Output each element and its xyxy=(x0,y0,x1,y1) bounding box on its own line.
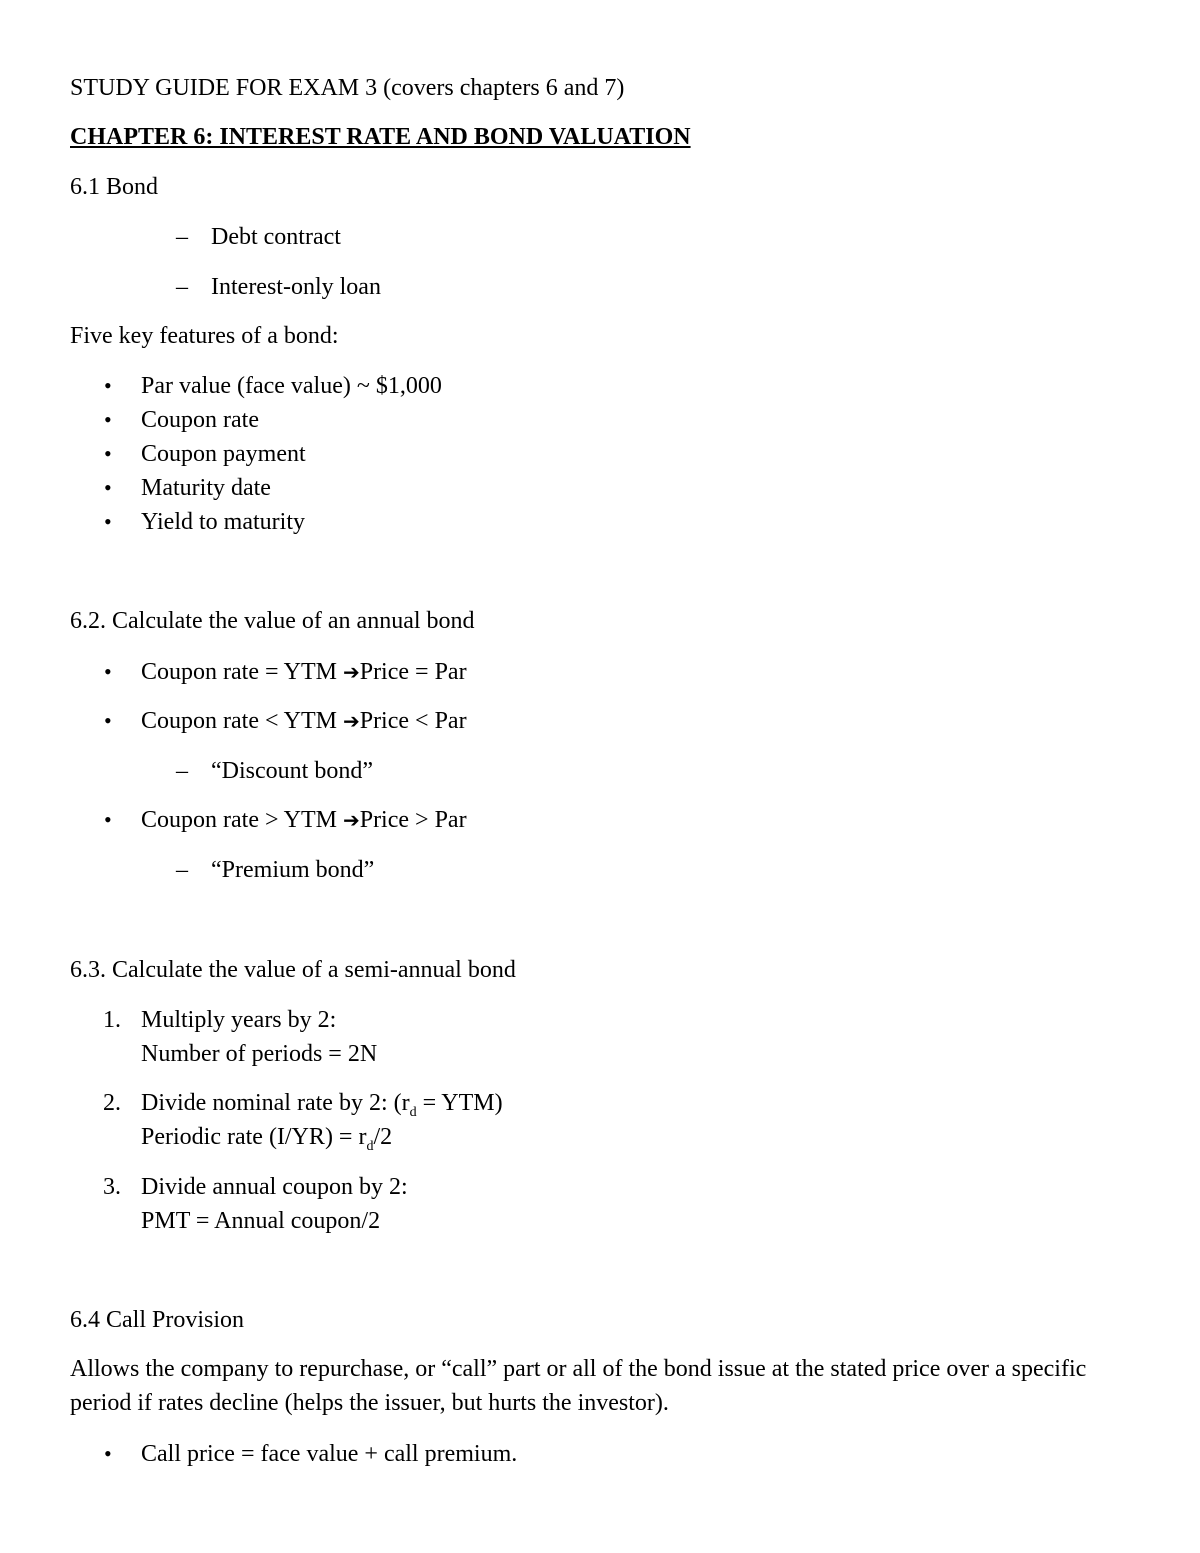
list-item: Yield to maturity xyxy=(141,509,305,535)
step-line: Divide annual coupon by 2: xyxy=(141,1174,408,1200)
rule-result: Price < Par xyxy=(359,708,467,734)
step-number: 2. xyxy=(103,1090,121,1116)
section-6-2-heading: 6.2. Calculate the value of an annual bond xyxy=(70,608,475,634)
arrow-right-icon: ➔ xyxy=(342,808,360,832)
section-6-4-heading: 6.4 Call Provision xyxy=(70,1307,245,1333)
section-6-3-heading: 6.3. Calculate the value of a semi-annual bond xyxy=(70,957,516,983)
bullet-marker: • xyxy=(104,509,112,534)
list-item: “Discount bond” xyxy=(211,758,373,784)
bullet-marker: • xyxy=(104,407,112,432)
rule-item xyxy=(141,706,467,736)
step-number: 1. xyxy=(103,1007,121,1033)
dash-marker: – xyxy=(176,274,188,300)
step-line: Multiply years by 2: xyxy=(141,1007,337,1033)
section-6-1-heading: 6.1 Bond xyxy=(70,174,159,200)
rule-item xyxy=(141,805,467,835)
arrow-right-icon: ➔ xyxy=(342,709,360,733)
step-text: Divide nominal rate by 2: (r xyxy=(141,1090,410,1116)
call-provision-paragraph: Allows the company to repurchase, or “call” part or all of the bond issue at the stated price over a specific period if rates decline (helps the issuer, but hurts the investor). xyxy=(70,1356,1087,1416)
rule-result: Price = Par xyxy=(359,659,467,685)
rule-result: Price > Par xyxy=(359,807,467,833)
list-item: Maturity date xyxy=(141,475,271,501)
list-item: Debt contract xyxy=(211,224,341,250)
step-text: = YTM) xyxy=(416,1090,503,1116)
list-item: Call price = face value + call premium. xyxy=(141,1441,518,1467)
rule-item xyxy=(141,657,467,687)
bullet-marker: • xyxy=(104,1441,112,1466)
subscript: d xyxy=(409,1104,417,1120)
document-title: STUDY GUIDE FOR EXAM 3 (covers chapters 6 and 7) xyxy=(70,75,625,101)
list-item: “Premium bond” xyxy=(211,857,375,883)
list-item: Coupon payment xyxy=(141,441,306,467)
bullet-marker: • xyxy=(104,659,112,684)
subscript: d xyxy=(366,1138,374,1154)
features-intro: Five key features of a bond: xyxy=(70,323,339,349)
list-item: Coupon rate xyxy=(141,407,259,433)
step-text: /2 xyxy=(373,1124,393,1150)
bullet-marker: • xyxy=(104,807,112,832)
bullet-marker: • xyxy=(104,441,112,466)
step-line xyxy=(141,1122,392,1162)
rule-condition: Coupon rate > YTM xyxy=(141,807,343,833)
dash-marker: – xyxy=(176,758,188,784)
chapter-heading: CHAPTER 6: INTEREST RATE AND BOND VALUATION xyxy=(70,124,691,150)
bullet-marker: • xyxy=(104,475,112,500)
step-line: Number of periods = 2N xyxy=(141,1041,378,1067)
dash-marker: – xyxy=(176,224,188,250)
rule-condition: Coupon rate < YTM xyxy=(141,708,343,734)
arrow-right-icon: ➔ xyxy=(342,660,360,684)
rule-condition: Coupon rate = YTM xyxy=(141,659,343,685)
bullet-marker: • xyxy=(104,708,112,733)
list-item: Interest-only loan xyxy=(211,274,381,300)
bullet-marker: • xyxy=(104,373,112,398)
step-text: Periodic rate (I/YR) = r xyxy=(141,1124,367,1150)
step-line: PMT = Annual coupon/2 xyxy=(141,1208,381,1234)
list-item: Par value (face value) ~ $1,000 xyxy=(141,373,442,399)
step-number: 3. xyxy=(103,1174,121,1200)
dash-marker: – xyxy=(176,857,188,883)
